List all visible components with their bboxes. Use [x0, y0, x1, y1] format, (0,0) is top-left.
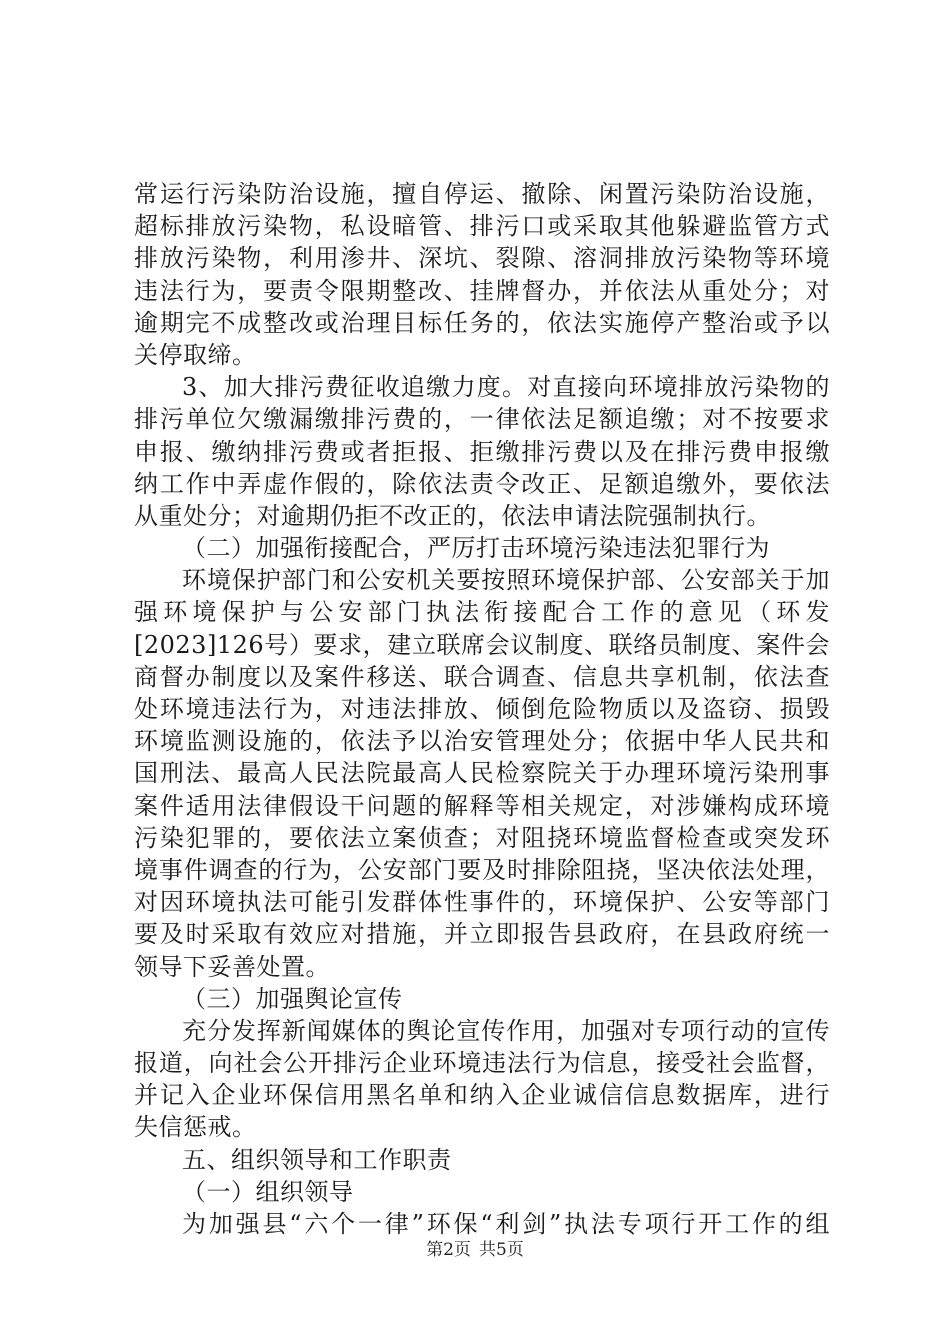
- text-line: 环境监测设施的，依法予以治安管理处分；依据中华人民共和: [134, 727, 830, 756]
- text-line: 为加强县“六个一律”环保“利剑”执法专项行开工作的组: [182, 1210, 830, 1238]
- page-total: 共5页: [479, 1240, 524, 1260]
- text-line: 处环境违法行为，对违法排放、倾倒危险物质以及盗窃、损毁: [134, 695, 830, 723]
- text-line: 失信惩戒。: [134, 1113, 257, 1142]
- text-line: 境事件调查的行为，公安部门要及时排除阻挠，坚决依法处理，: [134, 855, 830, 884]
- page-number: 第2页: [426, 1240, 471, 1260]
- text-line: 常运行污染防治设施，擅自停运、撤除、闲置污染防治设施，: [134, 180, 830, 208]
- text-line: 逾期完不成整改或治理目标任务的，依法实施停产整治或予以: [134, 308, 830, 337]
- text-line: 污染犯罪的，要依法立案侦查；对阻挠环境监督检查或突发环: [134, 823, 830, 852]
- text-line: [2023]126号）要求，建立联席会议制度、联络员制度、案件会: [134, 630, 830, 659]
- page-footer: [0, 1239, 950, 1261]
- text-line: （三）加强舆论宣传: [182, 984, 403, 1013]
- text-line: 纳工作中弄虚作假的，除依法责令改正、足额追缴外，要依法: [134, 469, 830, 498]
- text-line: 并记入企业环保信用黑名单和纳入企业诚信信息数据库，进行: [134, 1081, 830, 1110]
- text-line: 要及时采取有效应对措施，并立即报告县政府，在县政府统一: [134, 920, 830, 949]
- text-line: 商督办制度以及案件移送、联合调查、信息共享机制，依法查: [134, 662, 830, 691]
- document-body: [134, 178, 830, 1240]
- text-line: 案件适用法律假设干问题的解释等相关规定，对涉嫌构成环境: [134, 791, 830, 820]
- text-line: 五、组织领导和工作职责: [182, 1145, 452, 1174]
- text-line: 3、加大排污费征收追缴力度。对直接向环境排放污染物的: [182, 373, 830, 402]
- text-line: 从重处分；对逾期仍拒不改正的，依法申请法院强制执行。: [134, 501, 771, 530]
- text-line: 对因环境执法可能引发群体性事件的，环境保护、公安等部门: [134, 888, 830, 917]
- text-line: 充分发挥新闻媒体的舆论宣传作用，加强对专项行动的宣传: [182, 1016, 830, 1045]
- text-line: 排放污染物，利用渗井、深坑、裂隙、溶洞排放污染物等环境: [134, 244, 830, 273]
- text-line: 强环境保护与公安部门执法衔接配合工作的意见（环发: [134, 598, 830, 627]
- text-line: 超标排放污染物，私设暗管、排污口或采取其他躲避监管方式: [134, 212, 830, 241]
- text-line: 申报、缴纳排污费或者拒报、拒缴排污费以及在排污费申报缴: [134, 437, 830, 466]
- text-line: 排污单位欠缴漏缴排污费的，一律依法足额追缴；对不按要求: [134, 405, 830, 434]
- text-line: 关停取缔。: [134, 340, 257, 369]
- text-line: （一）组织领导: [182, 1177, 354, 1206]
- text-line: 违法行为，要责令限期整改、挂牌督办，并依法从重处分；对: [134, 276, 830, 305]
- text-line: 环境保护部门和公安机关要按照环境保护部、公安部关于加: [182, 566, 830, 595]
- text-line: （二）加强衔接配合，严厉打击环境污染违法犯罪行为: [182, 534, 770, 563]
- text-line: 报道，向社会公开排污企业环境违法行为信息，接受社会监督，: [134, 1049, 830, 1078]
- text-line: 国刑法、最高人民法院最高人民检察院关于办理环境污染刑事: [134, 759, 830, 788]
- text-line: 领导下妥善处置。: [134, 952, 330, 981]
